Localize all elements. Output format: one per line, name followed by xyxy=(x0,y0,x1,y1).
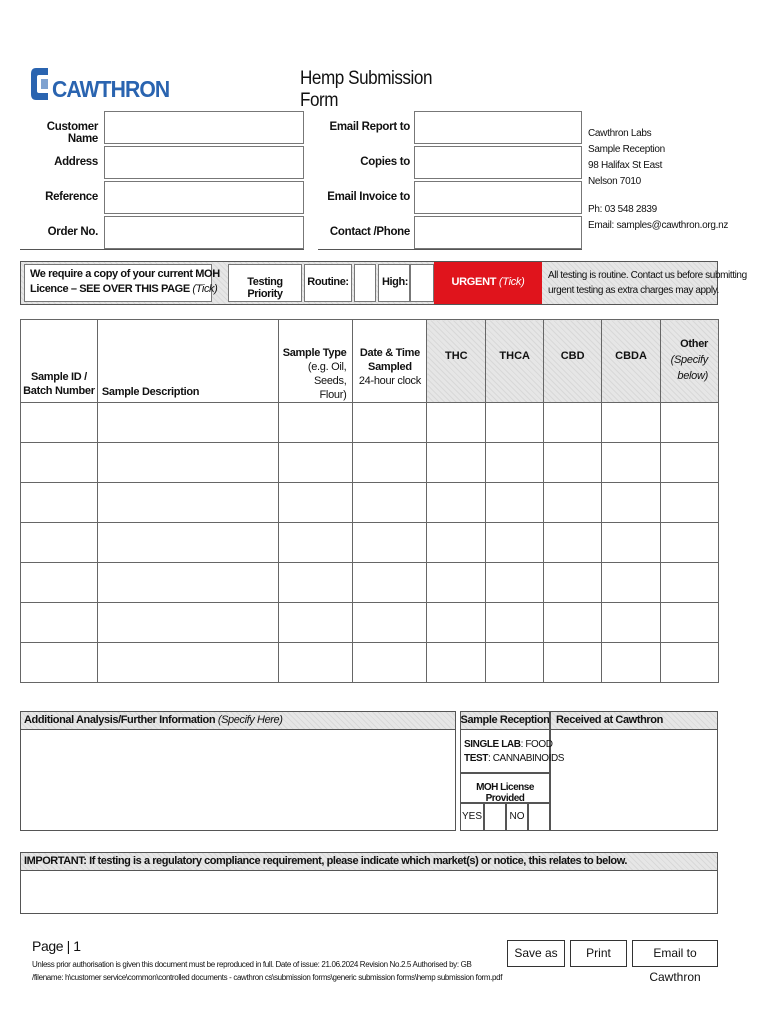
moh-provided-label: MOH License Provided xyxy=(476,782,534,804)
cell-date-time[interactable] xyxy=(353,523,427,563)
table-row xyxy=(21,563,719,603)
cawthron-logo-icon xyxy=(30,66,50,102)
additional-analysis-title: Additional Analysis/Further Information xyxy=(24,714,218,726)
email-invoice-label: Email Invoice to xyxy=(327,191,410,203)
print-button[interactable]: Print xyxy=(570,940,627,967)
priority-note-line2: urgent testing as extra charges may apply. xyxy=(548,285,719,296)
priority-note-line1: All testing is routine. Contact us before submitting xyxy=(548,270,747,281)
moh-tick-box[interactable] xyxy=(196,282,197,283)
cell-thca[interactable] xyxy=(486,523,544,563)
cell-other[interactable] xyxy=(660,443,718,483)
cell-thca[interactable] xyxy=(486,603,544,643)
col-date-time-l1: Date & Time xyxy=(359,347,420,359)
sample-table-body xyxy=(21,403,719,683)
brand-name: CAWTHRON xyxy=(52,76,170,102)
cell-date-time[interactable] xyxy=(353,643,427,683)
cell-cbd[interactable] xyxy=(544,443,602,483)
col-thc: THC xyxy=(427,320,486,403)
order-no-label: Order No. xyxy=(47,226,98,238)
cell-sample-desc[interactable] xyxy=(97,403,278,443)
lab-email: Email: samples@cawthron.org.nz xyxy=(588,220,729,231)
table-row xyxy=(21,643,719,683)
additional-analysis-label xyxy=(24,714,283,726)
customer-underline xyxy=(20,249,304,250)
lab-address xyxy=(588,126,728,234)
email-report-label: Email Report to xyxy=(329,121,410,133)
moh-notice-tick: (Tick) xyxy=(192,283,218,295)
cell-sample-type[interactable] xyxy=(278,643,353,683)
sample-table xyxy=(20,319,719,683)
col-other-l2: (Specify xyxy=(670,354,708,366)
copies-to-field[interactable] xyxy=(414,146,582,179)
cell-date-time[interactable] xyxy=(353,563,427,603)
table-row xyxy=(21,403,719,443)
urgent-tick: (Tick) xyxy=(498,276,525,288)
cell-sample-type[interactable] xyxy=(278,603,353,643)
cell-thc[interactable] xyxy=(427,563,486,603)
cell-thca[interactable] xyxy=(486,563,544,603)
test-val: : CANNABINOIDS xyxy=(487,753,565,764)
additional-analysis-specify: (Specify Here) xyxy=(217,714,283,726)
received-label: Received at Cawthron xyxy=(556,714,663,726)
cell-other[interactable] xyxy=(660,483,718,523)
col-sample-id-l2: Batch Number xyxy=(23,385,95,397)
test-key: TEST xyxy=(464,753,488,764)
cell-cbda[interactable] xyxy=(602,403,661,443)
cell-cbda[interactable] xyxy=(602,483,661,523)
report-underline xyxy=(318,249,582,250)
customer-name-field[interactable] xyxy=(104,111,304,144)
yes-checkbox[interactable] xyxy=(484,803,506,831)
cell-thca[interactable] xyxy=(486,403,544,443)
col-other-l3: below) xyxy=(677,370,708,382)
col-cbda: CBDA xyxy=(602,320,661,403)
cell-sample-id[interactable] xyxy=(21,603,98,643)
table-row xyxy=(21,603,719,643)
cell-sample-type[interactable] xyxy=(278,483,353,523)
cell-thc[interactable] xyxy=(427,643,486,683)
cell-sample-type[interactable] xyxy=(278,443,353,483)
col-sample-id xyxy=(21,320,98,403)
col-thca: THCA xyxy=(486,320,544,403)
reference-field[interactable] xyxy=(104,181,304,214)
cell-sample-id[interactable] xyxy=(21,563,98,603)
cell-cbd[interactable] xyxy=(544,603,602,643)
col-date-time-l2: Sampled xyxy=(368,361,412,373)
additional-analysis-input[interactable] xyxy=(21,731,455,830)
testing-priority-label: Testing Priority xyxy=(247,276,283,300)
col-sample-id-l1: Sample ID / xyxy=(30,371,87,383)
cell-other[interactable] xyxy=(660,523,718,563)
single-lab-text xyxy=(464,738,564,766)
cell-thca[interactable] xyxy=(486,483,544,523)
high-checkbox[interactable] xyxy=(410,264,434,302)
cell-thc[interactable] xyxy=(427,403,486,443)
cell-thca[interactable] xyxy=(486,643,544,683)
address-label: Address xyxy=(54,156,98,168)
cell-other[interactable] xyxy=(660,643,718,683)
cell-cbda[interactable] xyxy=(602,443,661,483)
email-cawthron-button[interactable]: Email to Cawthron xyxy=(632,940,718,967)
table-row xyxy=(21,483,719,523)
no-checkbox[interactable] xyxy=(528,803,550,831)
cell-cbda[interactable] xyxy=(602,563,661,603)
cell-thc[interactable] xyxy=(427,483,486,523)
email-invoice-field[interactable] xyxy=(414,181,582,214)
single-lab-val: : FOOD xyxy=(520,739,553,750)
routine-checkbox[interactable] xyxy=(354,264,376,302)
cell-sample-type[interactable] xyxy=(278,403,353,443)
cell-thc[interactable] xyxy=(427,443,486,483)
address-field[interactable] xyxy=(104,146,304,179)
col-date-time-l3: 24-hour clock xyxy=(358,375,421,387)
important-body: If testing is a regulatory compliance requirement, please indicate which market(s) or notice, this relates to below. xyxy=(86,855,628,867)
table-row xyxy=(21,443,719,483)
sample-reception-label: Sample Reception xyxy=(460,714,550,726)
high-label: High: xyxy=(381,276,409,288)
priority-note xyxy=(548,268,747,298)
cell-other[interactable] xyxy=(660,403,718,443)
contact-phone-label: Contact /Phone xyxy=(329,226,410,238)
footer-line1: Unless prior authorisation is given this document must be reproduced in full. Date of issue: 21.06.2024 Revision No.2.5 Authorised by: GB xyxy=(32,960,472,969)
col-sample-type-l3: Flour) xyxy=(319,389,347,401)
sample-table-header xyxy=(21,320,719,403)
cell-cbd[interactable] xyxy=(544,643,602,683)
col-other xyxy=(660,320,718,403)
col-sample-desc xyxy=(97,320,278,403)
lab-phone: Ph: 03 548 2839 xyxy=(588,204,657,215)
cell-sample-type[interactable] xyxy=(278,563,353,603)
table-row xyxy=(21,523,719,563)
cell-sample-id[interactable] xyxy=(21,443,98,483)
cell-sample-desc[interactable] xyxy=(97,643,278,683)
cell-date-time[interactable] xyxy=(353,403,427,443)
cell-sample-id[interactable] xyxy=(21,643,98,683)
col-date-time xyxy=(353,320,427,403)
cell-cbd[interactable] xyxy=(544,563,602,603)
cell-other[interactable] xyxy=(660,563,718,603)
col-sample-type-l1: Sample Type xyxy=(282,347,347,359)
contact-phone-field[interactable] xyxy=(414,216,582,249)
cell-date-time[interactable] xyxy=(353,483,427,523)
moh-notice-line1: We require a copy of your current MOH xyxy=(30,268,220,280)
cell-cbda[interactable] xyxy=(602,523,661,563)
col-other-l1: Other xyxy=(680,338,708,350)
cell-thca[interactable] xyxy=(486,443,544,483)
cell-sample-desc[interactable] xyxy=(97,443,278,483)
urgent-text: URGENT xyxy=(451,276,499,288)
cell-cbda[interactable] xyxy=(602,643,661,683)
cell-date-time[interactable] xyxy=(353,603,427,643)
email-report-field[interactable] xyxy=(414,111,582,144)
lab-city: Nelson 7010 xyxy=(588,176,641,187)
cell-sample-desc[interactable] xyxy=(97,523,278,563)
cawthron-logo xyxy=(30,64,170,104)
important-key: IMPORTANT: xyxy=(24,855,87,867)
yes-label: YES xyxy=(461,811,482,822)
cell-cbd[interactable] xyxy=(544,403,602,443)
important-text xyxy=(24,855,627,867)
copies-to-label: Copies to xyxy=(360,156,410,168)
cell-cbda[interactable] xyxy=(602,603,661,643)
no-label: NO xyxy=(509,811,525,822)
reference-label: Reference xyxy=(45,191,98,203)
cell-other[interactable] xyxy=(660,603,718,643)
lab-street: 98 Halifax St East xyxy=(588,160,663,171)
urgent-label xyxy=(434,276,542,288)
cell-sample-id[interactable] xyxy=(21,523,98,563)
cell-sample-id[interactable] xyxy=(21,483,98,523)
lab-name: Cawthron Labs xyxy=(588,128,652,139)
cell-thc[interactable] xyxy=(427,523,486,563)
save-as-button[interactable]: Save as xyxy=(507,940,565,967)
cell-cbd[interactable] xyxy=(544,523,602,563)
footer-line2: /filename: h\customer service\common\controlled documents - cawthron cs\submission forms\generic submission forms\hemp submission form.pdf xyxy=(32,973,503,982)
cell-sample-desc[interactable] xyxy=(97,603,278,643)
form-title: Hemp Submission Form xyxy=(300,68,433,111)
cell-sample-desc[interactable] xyxy=(97,483,278,523)
cell-date-time[interactable] xyxy=(353,443,427,483)
received-box xyxy=(550,729,718,831)
col-sample-type xyxy=(278,320,353,403)
lab-dept: Sample Reception xyxy=(588,144,665,155)
col-cbd: CBD xyxy=(544,320,602,403)
cell-thc[interactable] xyxy=(427,603,486,643)
page-number: Page | 1 xyxy=(32,938,81,954)
cell-sample-desc[interactable] xyxy=(97,563,278,603)
order-no-field[interactable] xyxy=(104,216,304,249)
cell-sample-id[interactable] xyxy=(21,403,98,443)
routine-label: Routine: xyxy=(307,276,349,288)
customer-name-label: Customer Name xyxy=(46,121,98,145)
col-sample-desc-label: Sample Description xyxy=(101,386,200,398)
col-sample-type-l2: (e.g. Oil, Seeds, xyxy=(307,361,347,387)
cell-sample-type[interactable] xyxy=(278,523,353,563)
moh-notice-text xyxy=(30,267,220,297)
important-input[interactable] xyxy=(20,870,718,914)
single-lab-key: SINGLE LAB xyxy=(464,739,521,750)
moh-notice-line2: Licence – SEE OVER THIS PAGE xyxy=(30,283,193,295)
cell-cbd[interactable] xyxy=(544,483,602,523)
